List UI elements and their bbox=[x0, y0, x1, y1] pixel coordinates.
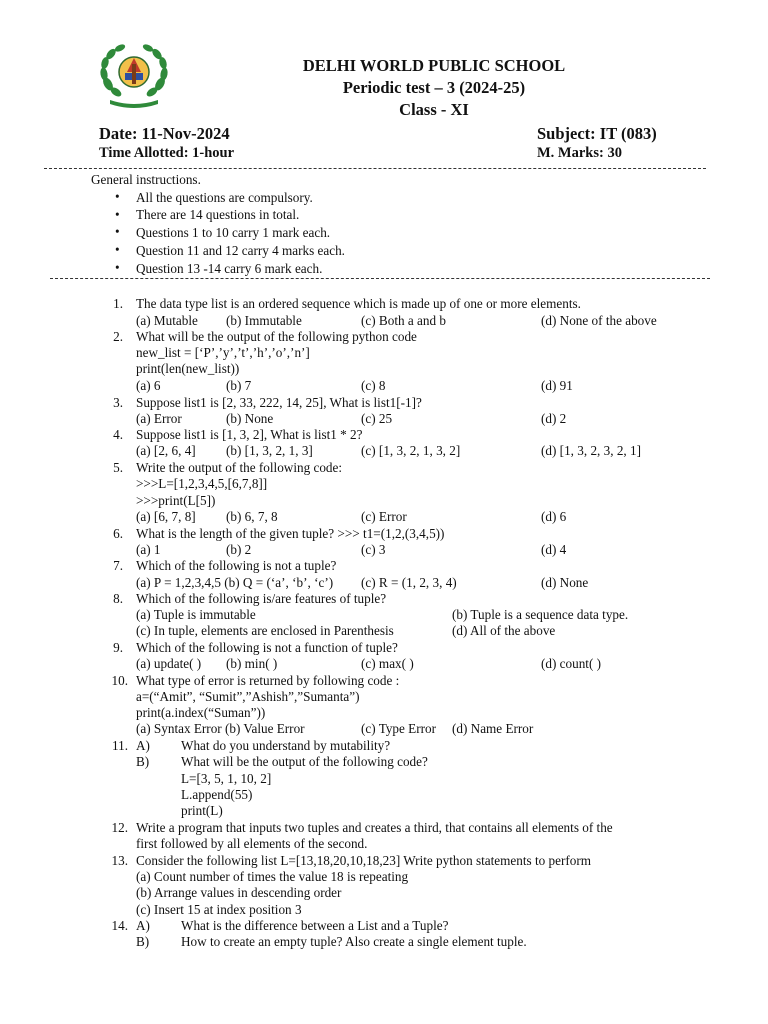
question-text: Suppose list1 is [1, 3, 2], What is list1 * 2? bbox=[136, 427, 363, 442]
option: (a) 6 bbox=[136, 378, 161, 393]
option: (d) count( ) bbox=[541, 656, 602, 671]
question-text: What type of error is returned by following code : bbox=[136, 673, 400, 688]
list-item: Question 11 and 12 carry 4 marks each. bbox=[136, 243, 345, 258]
code-line: print(a.index(“Suman”)) bbox=[136, 705, 266, 720]
school-logo bbox=[96, 42, 172, 110]
subpart-label: B) bbox=[136, 754, 150, 769]
bullet-icon: • bbox=[115, 224, 120, 239]
option: (c) 25 bbox=[361, 411, 393, 426]
max-marks: M. Marks: 30 bbox=[537, 145, 622, 161]
code-line: L.append(55) bbox=[181, 787, 253, 802]
code-line: L=[3, 5, 1, 10, 2] bbox=[181, 771, 272, 786]
bullet-icon: • bbox=[115, 207, 120, 222]
subject: Subject: IT (083) bbox=[537, 124, 657, 143]
option: (b) None bbox=[226, 411, 274, 426]
option: (c) [1, 3, 2, 1, 3, 2] bbox=[361, 443, 461, 458]
question-text: Write a program that inputs two tuples and creates a third, that contains all elements of the bbox=[136, 820, 613, 835]
option: (c) max( ) bbox=[361, 656, 414, 671]
code-line: a=(“Amit”, “Sumit”,”Ashish”,”Sumanta”) bbox=[136, 689, 360, 704]
option: (a) P = 1,2,3,4,5 (b) Q = (‘a’, ‘b’, ‘c’) bbox=[136, 575, 334, 590]
option: (d) 91 bbox=[541, 378, 573, 393]
question-number: 7. bbox=[113, 558, 123, 573]
option: (d) None bbox=[541, 575, 589, 590]
subpart-label: A) bbox=[136, 738, 150, 753]
option: (b) [1, 3, 2, 1, 3] bbox=[226, 443, 313, 458]
option: (c) 3 bbox=[361, 542, 386, 557]
subpart: (c) Insert 15 at index position 3 bbox=[136, 902, 302, 917]
subpart-label: A) bbox=[136, 918, 150, 933]
option: (d) All of the above bbox=[452, 623, 556, 638]
question-text: Write the output of the following code: bbox=[136, 460, 343, 475]
list-item: Questions 1 to 10 carry 1 mark each. bbox=[136, 225, 331, 240]
test-title: Periodic test – 3 (2024-25) bbox=[342, 78, 526, 97]
question-number: 2. bbox=[113, 329, 123, 344]
code-line: new_list = [‘P’,’y’,’t’,’h’,’o’,’n’] bbox=[136, 345, 310, 360]
question-text: What is the length of the given tuple? >>> t1=(1,2,(3,4,5)) bbox=[136, 526, 445, 541]
question-text: What will be the output of the following code? bbox=[181, 754, 428, 769]
question-number: 12. bbox=[111, 820, 128, 835]
bullet-icon: • bbox=[115, 189, 120, 204]
bullet-icon: • bbox=[115, 242, 120, 257]
list-item: Question 13 -14 carry 6 mark each. bbox=[136, 261, 323, 276]
code-line: print(L) bbox=[181, 803, 223, 818]
question-number: 10. bbox=[111, 673, 128, 688]
question-number: 6. bbox=[113, 526, 123, 541]
question-text: What will be the output of the following python code bbox=[136, 329, 417, 344]
divider-bottom bbox=[50, 278, 710, 279]
question-number: 8. bbox=[113, 591, 123, 606]
instructions-title: General instructions. bbox=[91, 172, 201, 187]
question-text: Which of the following is not a tuple? bbox=[136, 558, 337, 573]
option: (a) update( ) bbox=[136, 656, 202, 671]
question-text: What is the difference between a List and a Tuple? bbox=[181, 918, 449, 933]
option: (b) min( ) bbox=[226, 656, 278, 671]
option: (d) Name Error bbox=[452, 721, 534, 736]
option: (d) 4 bbox=[541, 542, 567, 557]
question-text: How to create an empty tuple? Also create a single element tuple. bbox=[181, 934, 527, 949]
option: (c) Type Error bbox=[361, 721, 436, 736]
option: (a) 1 bbox=[136, 542, 161, 557]
option: (d) [1, 3, 2, 3, 2, 1] bbox=[541, 443, 641, 458]
question-number: 11. bbox=[112, 738, 128, 753]
exam-date: Date: 11-Nov-2024 bbox=[99, 124, 230, 143]
question-number: 13. bbox=[111, 853, 128, 868]
option: (a) Error bbox=[136, 411, 182, 426]
option: (c) In tuple, elements are enclosed in Parenthesis bbox=[136, 623, 394, 638]
time-allotted: Time Allotted: 1-hour bbox=[99, 145, 235, 161]
class-label: Class - XI bbox=[399, 100, 469, 119]
code-line: >>>L=[1,2,3,4,5,[6,7,8]] bbox=[136, 476, 268, 491]
divider-top bbox=[44, 168, 706, 169]
school-name: DELHI WORLD PUBLIC SCHOOL bbox=[302, 56, 566, 75]
list-item: All the questions are compulsory. bbox=[136, 190, 313, 205]
option: (a) [6, 7, 8] bbox=[136, 509, 196, 524]
option: (d) None of the above bbox=[541, 313, 657, 328]
option: (b) 6, 7, 8 bbox=[226, 509, 278, 524]
question-text: Which of the following is/are features of tuple? bbox=[136, 591, 387, 606]
option: (c) 8 bbox=[361, 378, 386, 393]
option: (b) 7 bbox=[226, 378, 252, 393]
subpart: (a) Count number of times the value 18 is repeating bbox=[136, 869, 409, 884]
question-number: 5. bbox=[113, 460, 123, 475]
code-line: >>>print(L[5]) bbox=[136, 493, 216, 508]
bullet-icon: • bbox=[115, 260, 120, 275]
option: (d) 2 bbox=[541, 411, 567, 426]
option: (a) [2, 6, 4] bbox=[136, 443, 196, 458]
question-text: The data type list is an ordered sequence which is made up of one or more elements. bbox=[136, 296, 581, 311]
question-number: 1. bbox=[113, 296, 123, 311]
subpart: (b) Arrange values in descending order bbox=[136, 885, 342, 900]
option: (b) Immutable bbox=[226, 313, 302, 328]
question-text: Which of the following is not a function of tuple? bbox=[136, 640, 398, 655]
option: (c) Both a and b bbox=[361, 313, 446, 328]
option: (d) 6 bbox=[541, 509, 567, 524]
question-text: What do you understand by mutability? bbox=[181, 738, 391, 753]
option: (a) Syntax Error (b) Value Error bbox=[136, 721, 305, 736]
option: (a) Tuple is immutable bbox=[136, 607, 256, 622]
option: (a) Mutable bbox=[136, 313, 198, 328]
question-number: 14. bbox=[111, 918, 128, 933]
code-line: print(len(new_list)) bbox=[136, 361, 240, 376]
option: (c) R = (1, 2, 3, 4) bbox=[361, 575, 457, 590]
question-text: Consider the following list L=[13,18,20,10,18,23] Write python statements to perform bbox=[136, 853, 591, 868]
question-number: 9. bbox=[113, 640, 123, 655]
question-text: Suppose list1 is [2, 33, 222, 14, 25], What is list1[-1]? bbox=[136, 395, 422, 410]
question-number: 4. bbox=[113, 427, 123, 442]
option: (b) 2 bbox=[226, 542, 252, 557]
list-item: There are 14 questions in total. bbox=[136, 207, 300, 222]
question-text: first followed by all elements of the second. bbox=[136, 836, 368, 851]
question-number: 3. bbox=[113, 395, 123, 410]
option: (b) Tuple is a sequence data type. bbox=[452, 607, 629, 622]
subpart-label: B) bbox=[136, 934, 150, 949]
option: (c) Error bbox=[361, 509, 407, 524]
